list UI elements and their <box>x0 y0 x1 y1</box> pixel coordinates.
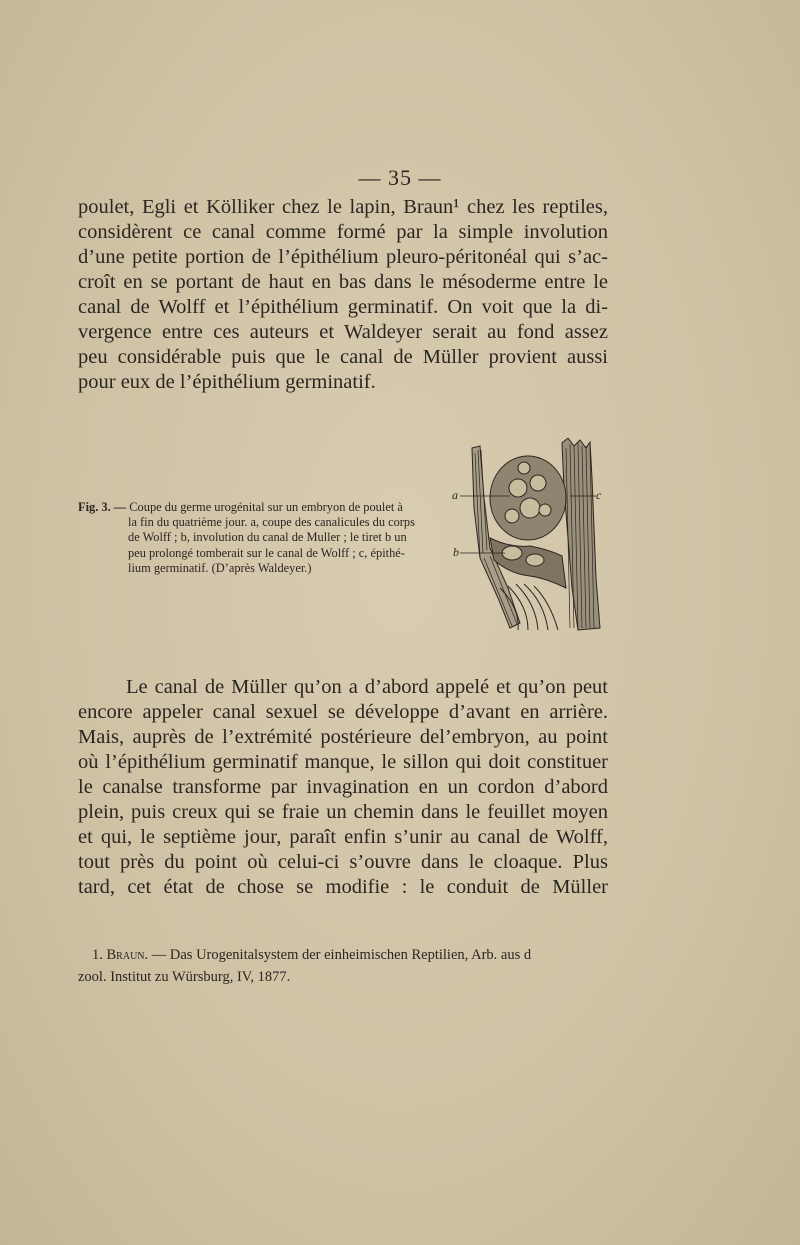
text-line: Mais, auprès de l’extrémité postérieure del’embryon, au point <box>78 726 608 748</box>
embryo-section-illustration <box>450 438 608 633</box>
footnote-number: 1. <box>92 947 103 963</box>
text-line: vergence entre ces auteurs et Waldeyer serait au fond assez <box>78 321 608 343</box>
text-line: plein, puis creux qui se fraie un chemin dans le feuillet moyen <box>78 801 608 823</box>
text-line: le canalse transforme par invagination en un cordon d’abord <box>78 776 608 798</box>
text-line: poulet, Egli et Kölliker chez le lapin, Braun¹ chez les reptiles, <box>78 196 608 218</box>
figure-marker-c: c <box>596 488 602 502</box>
text-line: canal de Wolff et l’épithélium germinatif. On voit que la di- <box>78 296 608 318</box>
paragraph-1 <box>78 195 608 395</box>
text-line: d’une petite portion de l’épithélium pleuro-péritonéal qui s’ac- <box>78 246 608 268</box>
footnote-author: Braun. <box>106 947 149 963</box>
text-line: tard, cet état de chose se modifie : le conduit de Müller <box>78 876 608 898</box>
caption-line: de Wolff ; b, involution du canal de Muller ; le tiret b un <box>128 530 407 545</box>
paragraph-2 <box>78 675 608 900</box>
figure-marker-a: a <box>452 488 458 502</box>
text-line: et qui, le septième jour, paraît enfin s’unir au canal de Wolff, <box>78 826 608 848</box>
text-line: où l’épithélium germinatif manque, le sillon qui doit constituer <box>78 751 608 773</box>
text-line: pour eux de l’épithélium germinatif. <box>78 371 376 393</box>
text-line: considèrent ce canal comme formé par la simple involution <box>78 221 608 243</box>
text-line: croît en se portant de haut en bas dans le mésoderme entre le <box>78 271 608 293</box>
caption-line: peu prolongé tomberait sur le canal de Wolff ; c, épithé- <box>128 545 405 560</box>
footnote-text: — Das Urogenitalsystem der einheimischen Reptilien, Arb. aus d <box>151 947 532 963</box>
caption-line: lium germinatif. (D’après Waldeyer.) <box>128 560 312 575</box>
text-line: Le canal de Müller qu’on a d’abord appelé et qu’on peut <box>126 676 608 698</box>
figure-caption <box>78 500 446 576</box>
text-line: encore appeler canal sexuel se développe d’avant en arrière. <box>78 701 608 723</box>
page-number: — 35 — <box>358 165 442 190</box>
caption-line: Coupe du germe urogénital sur un embryon de poulet à <box>129 500 403 514</box>
figure-marker-b: b <box>453 545 459 559</box>
figure-label: Fig. 3. — <box>78 500 127 514</box>
text-line: peu considérable puis que le canal de Müller provient aussi <box>78 346 608 368</box>
caption-line: la fin du quatrième jour. a, coupe des canalicules du corps <box>128 515 415 530</box>
text-line: tout près du point où celui-ci s’ouvre dans le cloaque. Plus <box>78 851 608 873</box>
footnote-text: zool. Institut zu Würsburg, IV, 1877. <box>78 969 291 985</box>
engraving-figure <box>450 438 608 633</box>
footnote <box>78 944 608 988</box>
